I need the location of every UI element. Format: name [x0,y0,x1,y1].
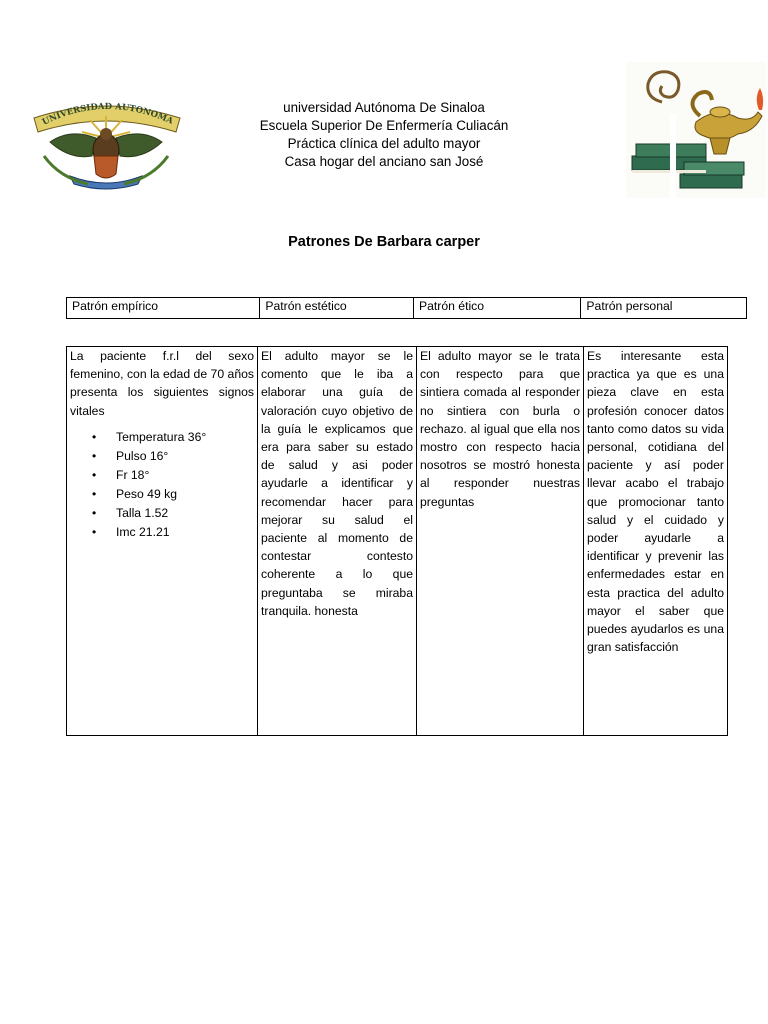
table-row [67,347,728,736]
cell-etico [417,347,584,736]
cell-estetico [258,347,417,736]
location-name: Casa hogar del anciano san José [284,154,484,169]
header-estetico: Patrón estético [260,298,414,319]
vital-height: • Talla 1.52 [116,504,254,523]
etico-text: El adulto mayor se le trata con respecto para que sintiera comada al responder no sintiera con burla o rechazo. al igual que ella nos mostro con respecto hacia nosotros se mostró honesta al responder nuestras preguntas [420,349,580,509]
vital-respiratory-rate: • Fr 18° [116,466,254,485]
header-personal: Patrón personal [581,298,747,319]
cell-empirico [67,347,258,736]
lamp-and-books-icon [626,62,766,198]
university-crest-icon [30,98,182,194]
header-empirico: Patrón empírico [67,298,260,319]
university-name: universidad Autónoma De Sinaloa [283,100,485,115]
patterns-header-table [66,297,747,319]
table-header-row [67,298,747,319]
vital-temperature: • Temperatura 36° [116,428,254,447]
course-name: Práctica clínica del adulto mayor [287,136,481,151]
vital-bmi: • Imc 21.21 [116,523,254,542]
empirico-intro: La paciente f.r.l del sexo femenino, con la edad de 70 años presenta los siguientes signos vitales [70,349,254,418]
document-title: Patrones De Barbara carper [288,234,480,250]
vital-weight: • Peso 49 kg [116,485,254,504]
estetico-text: El adulto mayor se le comento que le iba a elaborar una guía de valoración cuyo objetivo de la guía le explicamos que era para saber su estado de salud y asi poder ayudarle a identificar y recomendar hacer para mejorar su salud el paciente al momento de contestar contesto coherente a lo que preguntaba se miraba tranquila. honesta [261,349,413,618]
cell-personal [584,347,728,736]
institution-header [200,99,568,171]
personal-text: Es interesante esta practica ya que es una pieza clave en esta profesión conocer datos tanto como datos su vida personal, cotidiana del paciente y así poder llevar acabo el trabajo que promocionar tanto salud y el cuidado y poder ayudarle a identificar y prevenir las enfermedades estar en esta practica del adulto mayor el saber que puedes ayudarlos es una gran satisfacción [587,349,724,655]
header-etico: Patrón ético [414,298,581,319]
vital-pulse: • Pulso 16° [116,447,254,466]
patterns-content-table [66,346,728,736]
school-name: Escuela Superior De Enfermería Culiacán [259,118,509,133]
crest-banner-text: UNIVERSIDAD AUTONOMA [40,101,175,128]
vital-signs-list [70,428,254,542]
